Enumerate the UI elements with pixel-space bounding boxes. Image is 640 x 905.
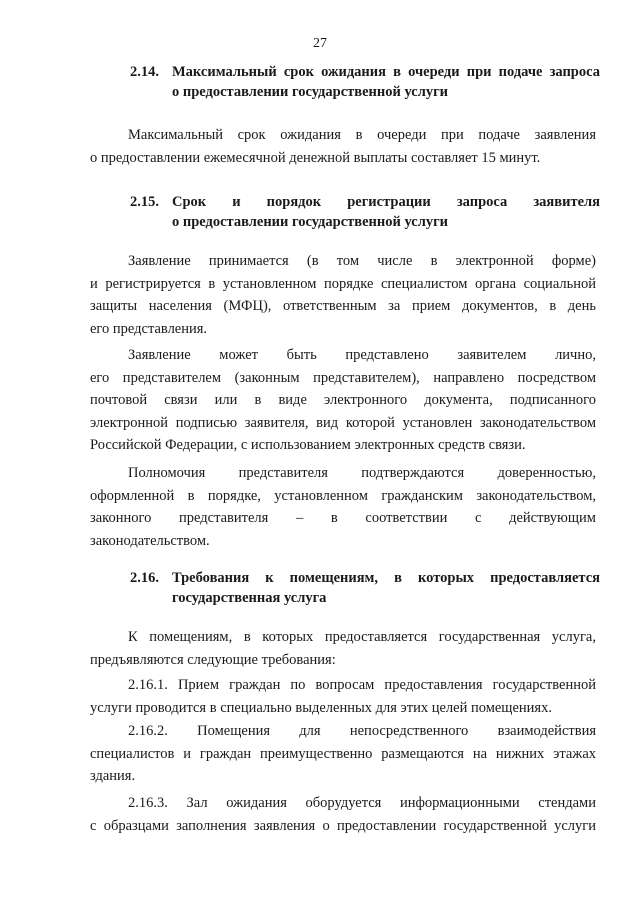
section-title-line: Срок и порядок регистрации запроса заявителя [172,194,600,210]
paragraph-line: К помещениям, в которых предоставляется государственная услуга, [128,629,596,645]
paragraph-line: законодательством. [90,532,210,549]
section-title-line: о предоставлении государственной услуги [172,84,449,100]
paragraph-line: Полномочия представителя подтверждаются доверенностью, [128,465,596,481]
paragraph [90,124,596,169]
paragraph-line: здания. [90,768,136,785]
paragraph [90,626,596,671]
paragraph-line: его представителем (законным представителем), направлено посредством [90,369,596,386]
paragraph [90,462,596,552]
paragraph-line: 2.16.3. Зал ожидания оборудуется информационными стендами [128,795,596,811]
section-title-line: о предоставлении государственной услуги [172,214,449,230]
paragraph-line: предъявляются следующие требования: [90,651,336,668]
paragraph-line: о предоставлении ежемесячной денежной выплаты составляет 15 минут. [90,149,541,166]
section-title-line: государственная услуга [172,590,327,606]
paragraph-line: его представления. [90,320,208,337]
paragraph-line: Заявление принимается (в том числе в электронной форме) [128,253,596,269]
section-heading-2-14 [130,62,600,102]
page-number: 27 [313,36,327,51]
paragraph-line: оформленной в порядке, установленном гражданским законодательством, [90,487,596,504]
paragraph [90,250,596,340]
section-number: 2.16. [130,570,159,586]
section-heading-2-16 [130,568,600,608]
paragraph [90,674,596,719]
paragraph-line: 2.16.2. Помещения для непосредственного взаимодействия [128,723,596,739]
paragraph [90,344,596,457]
paragraph-line: 2.16.1. Прием граждан по вопросам предоставления государственной [128,677,596,693]
paragraph-line: почтовой связи или в виде электронного документа, подписанного [90,392,596,409]
paragraph [90,792,596,837]
paragraph-line: специалистов и граждан преимущественно размещаются на нижних этажах [90,745,596,762]
paragraph-line: законного представителя – в соответствии с действующим [90,510,596,527]
section-number: 2.14. [130,64,159,80]
section-heading-2-15 [130,192,600,232]
paragraph-line: услуги проводится в специально выделенных для этих целей помещениях. [90,699,552,716]
section-number: 2.15. [130,194,159,210]
paragraph [90,720,596,788]
paragraph-line: защиты населения (МФЦ), ответственным за прием документов, в день [90,298,596,315]
section-title-line: Требования к помещениям, в которых предоставляется [172,570,600,586]
paragraph-line: Российской Федерации, с использованием электронных средств связи. [90,437,526,454]
paragraph-line: электронной подписью заявителя, вид которой установлен законодательством [90,414,596,431]
paragraph-line: с образцами заполнения заявления о предоставлении государственной услуги [90,817,596,834]
section-title-line: Максимальный срок ожидания в очереди при подаче запроса [172,64,600,80]
paragraph-line: Заявление может быть представлено заявителем лично, [128,347,596,363]
paragraph-line: Максимальный срок ожидания в очереди при подаче заявления [128,127,596,143]
paragraph-line: и регистрируется в установленном порядке специалистом органа социальной [90,275,596,292]
